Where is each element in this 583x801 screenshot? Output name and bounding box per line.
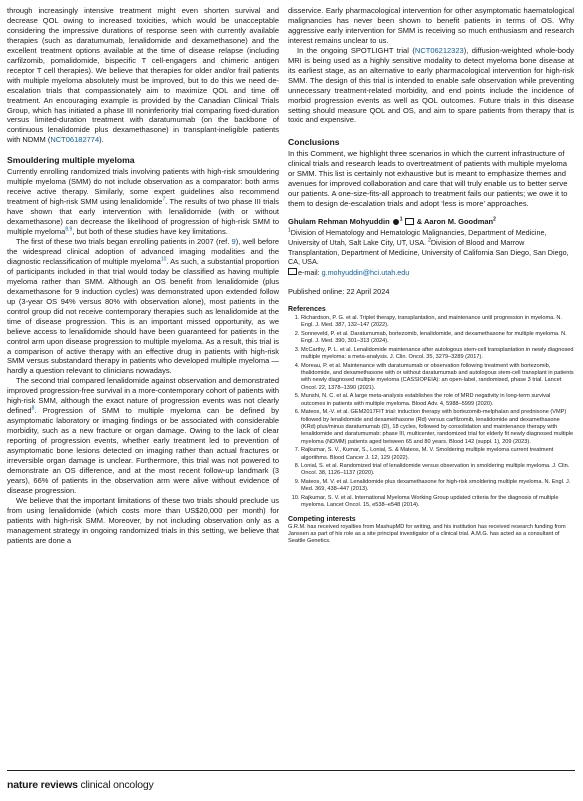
affiliation-2: Division of Blood and Marrow Transplantation, Department of Medicine, University of California San Diego, San Diego, CA, USA.	[288, 238, 569, 267]
reference-item: 6. Mateos, M.-V. et al. GEM2017FIT trial: induction therapy with bortezomib-melphalan and prednisone (VMP) followed by lenalidomide and dexamethasone (Rd) versus carfilzomib, lenalidomide and dexamethasone (KRd) plus/minus daratumumab (D), 18 cycles, followed by consolidation and maintenance therapy with lenalidomide and daratumumab: phase III, multicenter, randomized trial for elderly fit newly diagnosed multiple myeloma (NDMM) patients aged between 65 and 80 years. Blood 142 (suppl. 1), 209 (2023).	[301, 409, 574, 445]
affiliation-1: Division of Hematology and Hematologic Malignancies, Department of Medicine, University of Utah, Salt Lake City, UT, USA.	[288, 228, 547, 248]
mail-icon[interactable]	[405, 218, 414, 225]
citation-8-9[interactable]: 8,9	[65, 226, 73, 233]
author-line	[288, 217, 574, 226]
left-paragraph-4	[7, 376, 279, 495]
references-heading: References	[288, 305, 326, 313]
affil-1-marker: 1	[288, 228, 291, 235]
affil-2-marker: 2	[428, 237, 431, 244]
right-paragraph-2	[288, 46, 574, 126]
competing-interests-text: G.R.M. has received royalties from MashupMD for writing, and his institution has received research funding from Janssen as part of his role as a site principal investigator of a clinical trial. A.M.G. has acted as a consultant of Seattle Genetics.	[288, 523, 566, 545]
reference-item: 7. Rajkumar, S. V., Kumar, S., Lonial, S. & Mateos, M. V. Smoldering multiple myeloma current treatment algorithms. Blood Cancer J. 12, 129 (2022).	[301, 447, 574, 462]
section-heading-smm: Smouldering multiple myeloma	[7, 155, 135, 166]
journal-brand	[7, 779, 154, 791]
citation-7[interactable]: 7	[162, 196, 166, 203]
trial-link-nct06182774[interactable]: NCT06182774	[50, 135, 100, 145]
references-list	[288, 315, 574, 510]
text: Currently enrolling randomized trials involving patients with high-risk smouldering multiple myeloma (SMM) do not include observation as a comparator: both arms receive active therapy. Similarly, some expert guidelines also recommend treatment of high-risk SMM using lenalidomide	[7, 167, 279, 207]
text: ), diffusion-weighted whole-body MRI is being used as a highly sensitive modality to detect myeloma bone disease at its earliest stage, as an alternative to early pharmacological intervention for high-risk SMM. The design of this trial is intended to enable safe observation while preventing unnecessary treatment-related morbidity, and end points include the incidence of morbid progression events as well as QOL outcomes. Future trials in this disease setting should measure QOL and OS, and aim to spare patients from therapy that is toxic and expensive.	[288, 45, 574, 125]
published-date: Published online: 22 April 2024	[288, 286, 390, 296]
brand-light: clinical oncology	[77, 779, 154, 791]
ref-link-9[interactable]: 9	[231, 237, 236, 247]
reference-item: 10. Rajkumar, S. V. et al. International Myeloma Working Group updated criteria for the diagnosis of multiple myeloma. Lancet Oncol. 15, e538–e548 (2014).	[301, 495, 574, 510]
email-line	[288, 268, 574, 277]
affiliations	[288, 228, 574, 266]
left-paragraph-1	[7, 6, 279, 145]
text: , but both of these studies have key limitations.	[72, 227, 228, 237]
mail-icon	[288, 268, 297, 275]
left-paragraph-3	[7, 237, 279, 376]
right-column	[288, 6, 574, 546]
competing-interests-heading: Competing interests	[288, 515, 356, 523]
text: ), well before the widespread clinical adoption of advanced imaging modalities and the diagnostic reclassification of multiple myeloma	[7, 237, 280, 266]
section-heading-conclusions: Conclusions	[288, 137, 340, 148]
text: . As such, a substantial proportion of participants included in that trial would today be classified as having multiple myeloma rather than SMM. Although an OS benefit from lenalidomide (plus dexamethasone for 9 induction cycles) was demonstrated upon extended follow up (3-year OS 94% versus 80% with observation alone), most patients in the control group did not receive contemporary therapies such as lenalidomide at the time of disease progression. This is an important missed opportunity, as we believe access to lenalidomide should have been guaranteed for patients in the control arm upon disease progression to multiple myeloma. As a result, this trial is a comparison of active therapy with an effective drug in patients with high-risk SMM versus substandard therapy in patients who developed multiple myeloma — hardly a question relevant to clinicians nowadays.	[7, 256, 279, 376]
text: . The results of two phase III trials have shown that early intervention with lenalidomide (with or without dexamethasone) can decrease the likelihood of progression of high-risk SMM to multiple myeloma	[7, 197, 280, 237]
reference-item: 2. Sonneveld, P. et al. Daratumumab, bortezomib, lenalidomide, and dexamethasone for multiple myeloma. N. Engl. J. Med. 390, 301–313 (2024).	[301, 331, 574, 346]
conclusions-paragraph: In this Comment, we highlight three scenarios in which the current infrastructure of clinical trials and research leads to overtreatment of patients with multiple myeloma or SMM. This list is certainly not exhaustive but is meant to emphasize themes and avenues for improved collaboration and care that will truly enable us to better serve our patients. A one-size-fits-all approach to treatment fails our patients; we owe it to them to design de-escalation trials and adopt ‘less is more’ approaches.	[288, 149, 568, 209]
author-1-affil: 1	[399, 216, 403, 223]
reference-item: 5. Munshi, N. C. et al. A large meta-analysis establishes the role of MRD negativity in long-term survival outcomes in patients with multiple myeloma. Blood Adv. 4, 5988–5999 (2020).	[301, 393, 574, 408]
text: ).	[99, 135, 104, 145]
author-2[interactable]: & Aaron M. Goodman	[416, 217, 494, 227]
brand-bold: nature reviews	[7, 779, 78, 791]
text: In the ongoing SPOTLIGHT trial (	[297, 45, 415, 55]
text: The first of these two trials began enrolling patients in 2007 (ref.	[16, 237, 232, 247]
author-2-affil: 2	[493, 216, 496, 223]
trial-link-nct06212323[interactable]: NCT06212323	[414, 45, 464, 55]
reference-item: 1. Richardson, P. G. et al. Triplet therapy, transplantation, and maintenance until progression in myeloma. N. Engl. J. Med. 387, 132–147 (2022).	[301, 315, 574, 330]
reference-item: 9. Mateos, M. V. et al. Lenalidomide plus dexamethasone for high-risk smoldering multiple myeloma. N. Engl. J. Med. 369, 438–447 (2013).	[301, 479, 574, 494]
left-paragraph-5: We believe that the important limitations of these two trials should preclude us from using lenalidomide (which costs more than US$20,000 per month) for patients with high-risk SMM. Moreover, by not including observation only as a management strategy in ongoing randomized trials in this setting, we believe that patients are done a	[7, 495, 279, 545]
orcid-icon[interactable]	[393, 219, 399, 225]
footer-divider	[7, 770, 575, 771]
text: The second trial compared lenalidomide against observation and demonstrated improved progression-free survival in a more-contemporary cohort of patients with high-risk SMM, although the exact nature of progression events was not clearly defined	[7, 376, 279, 416]
email-label: e-mail:	[298, 267, 322, 277]
author-1[interactable]: Ghulam Rehman Mohyuddin	[288, 217, 390, 227]
text: through increasingly intensive treatment might even shorten survival and decrease QOL owing to increased toxicities, which would be unacceptable considering the impressive durations of response seen with currently available therapies (such as daratumumab, lenalidomide and dexamethasone) and the excellent treatment options available at the time of disease relapse (including carfilzomib, pomalidomide, bispecific T cell-engagers and chimeric antigen receptor T cell therapies). We believe that therapies for older and/or frail patients with multiple myeloma absolutely must be improved, but to do this we need de-escalation trials that compassionately aim to maximize QOL and time off treatment. An encouraging example is provided by the Canadian Clinical Trials Group, which has initiated a phase III noninferiority trial comparing fixed-duration versus limited-duration treatment with daratumumab (on the backbone of continuous lenalidomide plus dexamethasone) in transplant-ineligible patients with NDMM (	[7, 6, 279, 145]
citation-8[interactable]: 8	[31, 405, 35, 412]
right-paragraph-1: disservice. Early pharmacological intervention for other asymptomatic haematological malignancies has never been shown to benefit patients in terms of OS. Why aggressive early intervention for SMM is receiving so much enthusiasm and research interest remains unclear to us.	[288, 6, 574, 45]
email-link[interactable]: g.mohyuddin@hci.utah.edu	[321, 267, 410, 277]
text: . Progression of SMM to multiple myeloma can be defined by asymptomatic laboratory or imaging findings or be associated with considerable morbidity, such as a new fracture or organ damage. Owing to the lack of clear reporting of progression events, whether early treatment led to prevention of asymptomatic bone lesions detected on imaging rather than actual fractures or irreversible organ damage is unclear. Furthermore, this trial was not powered to demonstrate an OS difference, and at the most recent follow-up landmark (3 years), 66% of patients in the observation arm were alive without evidence of disease progression.	[7, 406, 279, 495]
left-paragraph-2	[7, 167, 279, 237]
reference-item: 3. McCarthy, P. L. et al. Lenalidomide maintenance after autologous stem-cell transplantation in newly diagnosed multiple myeloma: a meta-analysis. J. Clin. Oncol. 35, 3279–3289 (2017).	[301, 347, 574, 362]
reference-item: 4. Moreau, P. et al. Maintenance with daratumumab or observation following treatment with bortezomib, thalidomide, and dexamethasone with or without daratumumab and autologous stem-cell transplant in patients with newly diagnosed multiple myeloma (CASSIOPEIA): an open-label, randomised, phase 3 trial. Lancet Oncol. 22, 1378–1390 (2021).	[301, 363, 574, 392]
citation-10[interactable]: 10	[160, 256, 167, 263]
left-column	[7, 6, 279, 546]
reference-item: 8. Lonial, S. et al. Randomized trial of lenalidomide versus observation in smoldering multiple myeloma. J. Clin. Oncol. 38, 1126–1137 (2020).	[301, 463, 574, 478]
